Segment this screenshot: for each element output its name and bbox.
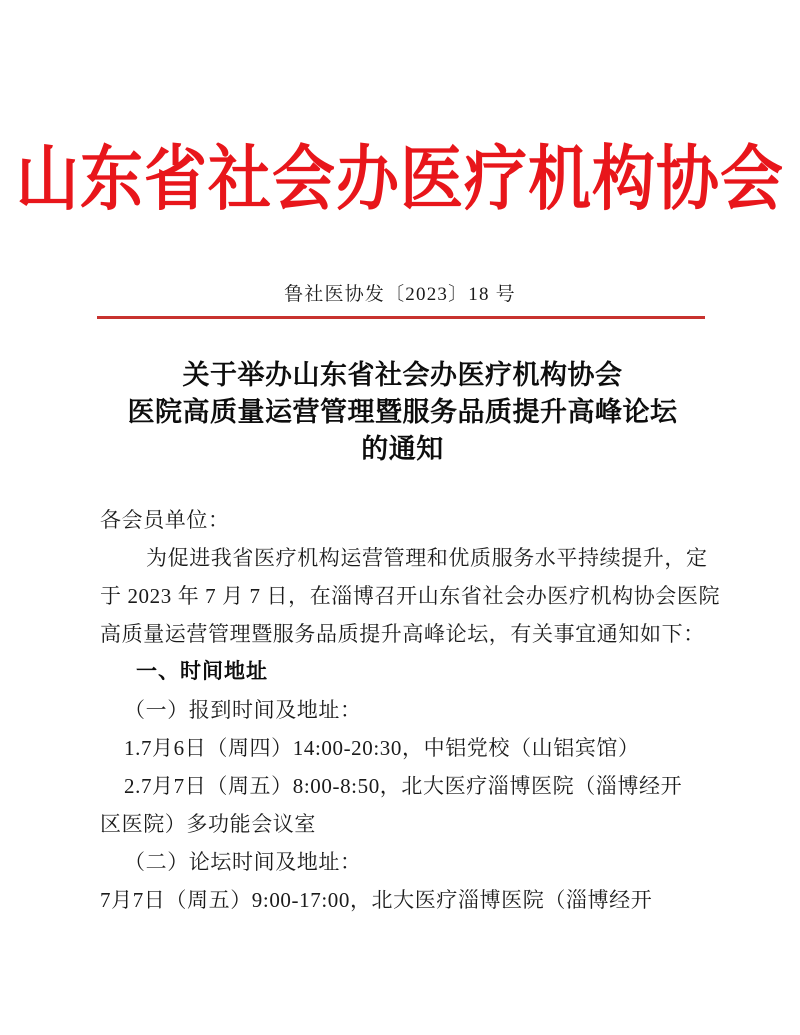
document-title-line-1: 关于举办山东省社会办医疗机构协会 bbox=[182, 360, 623, 390]
body-item-1-1-a: 1.7月6日（周四）14:00-20:30，中铝党校（山铝宾馆） bbox=[124, 736, 640, 760]
body-item-1-2-a-line-1: 7月7日（周五）9:00-17:00，北大医疗淄博医院（淄博经开 bbox=[100, 888, 653, 912]
document-title bbox=[100, 357, 705, 468]
body-item-1-1-b-line-1: 2.7月7日（周五）8:00-8:50，北大医疗淄博医院（淄博经开 bbox=[124, 774, 683, 798]
body-intro-line-1: 为促进我省医疗机构运营管理和优质服务水平持续提升，定 bbox=[146, 546, 708, 570]
letterhead-organization-title: 山东省社会办医疗机构协会 bbox=[16, 140, 784, 219]
document-title-line-2: 医院高质量运营管理暨服务品质提升高峰论坛 bbox=[127, 397, 678, 427]
document-title-line-3: 的通知 bbox=[361, 434, 444, 464]
body-salutation: 各会员单位： bbox=[100, 508, 230, 532]
body-item-1-1-heading: （一）报到时间及地址： bbox=[124, 698, 362, 722]
body-intro-line-2: 于 2023 年 7 月 7 日，在淄博召开山东省社会办医疗机构协会医院 bbox=[100, 584, 721, 608]
body-intro-line-3: 高质量运营管理暨服务品质提升高峰论坛，有关事宜通知如下： bbox=[100, 622, 705, 646]
body-item-1-2-heading: （二）论坛时间及地址： bbox=[124, 850, 362, 874]
document-serial-number: 鲁社医协发〔2023〕18 号 bbox=[284, 284, 516, 305]
body-section-1-heading: 一、时间地址 bbox=[136, 660, 268, 683]
document-body bbox=[100, 501, 721, 919]
letterhead bbox=[0, 138, 800, 219]
letterhead-red-divider bbox=[97, 316, 705, 319]
body-item-1-1-b-line-2: 区医院）多功能会议室 bbox=[100, 812, 316, 836]
